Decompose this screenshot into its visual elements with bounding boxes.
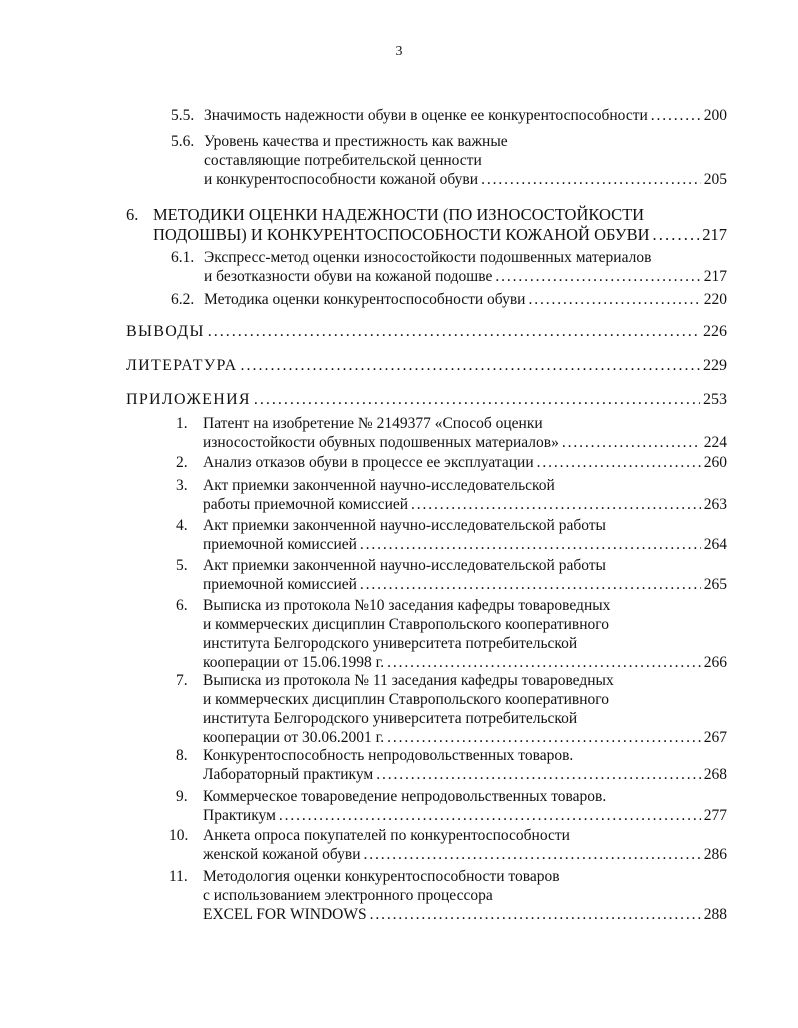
entry-number: 5.5. (171, 107, 195, 124)
entry-title: и безотказности обуви на кожаной подошве (204, 268, 493, 285)
entry-number: 6.1. (171, 249, 195, 266)
entry-title: Анкета опроса покупателей по конкурентоспособности (203, 827, 570, 844)
entry-title: института Белгородского университета потребительской (203, 710, 578, 727)
entry-title: и коммерческих дисциплин Ставропольского кооперативного (203, 616, 609, 633)
entry-number: 10. (169, 827, 189, 844)
entry-title: и конкурентоспособности кожаной обуви (204, 171, 479, 188)
entry-title: износостойкости обувных подошвенных материалов» (203, 434, 559, 451)
entry-page: 229 (703, 357, 727, 374)
entry-title: работы приемочной комиссией (203, 496, 409, 513)
entry-page: 286 (703, 846, 727, 863)
entry-page: 226 (703, 323, 727, 340)
entry-number: 6.2. (171, 291, 195, 308)
entry-title: EXCEL FOR WINDOWS (203, 906, 367, 923)
entry-page: 266 (703, 654, 727, 671)
entry-title: кооперации от 30.06.2001 г. (203, 729, 385, 746)
entry-number: 6. (176, 597, 188, 614)
entry-page: 264 (703, 536, 727, 553)
entry-title: Коммерческое товароведение непродовольственных товаров. (203, 788, 607, 805)
entry-page: 267 (703, 729, 727, 746)
entry-title: кооперации от 15.06.1998 г. (203, 654, 385, 671)
entry-title: Экспресс-метод оценки износостойкости подошвенных материалов (204, 249, 652, 266)
entry-title: ЛИТЕРАТУРА (126, 357, 238, 374)
entry-page: 253 (703, 391, 727, 408)
entry-title: и коммерческих дисциплин Ставропольского кооперативного (203, 691, 609, 708)
entry-title: Методика оценки конкурентоспособности обуви (204, 291, 526, 308)
entry-number: 3. (176, 477, 188, 494)
entry-title: Практикум (203, 807, 276, 824)
entry-title: Значимость надежности обуви в оценке ее конкурентоспособности (204, 107, 648, 124)
entry-title: Выписка из протокола № 11 заседания кафедры товароведных (203, 672, 614, 689)
entry-title: Конкурентоспособность непродовольственных товаров. (203, 747, 574, 764)
entry-number: 6. (126, 205, 139, 224)
entry-number: 8. (176, 747, 188, 764)
entry-page: 217 (703, 268, 727, 285)
entry-title: МЕТОДИКИ ОЦЕНКИ НАДЕЖНОСТИ (ПО ИЗНОСОСТОЙКОСТИ (153, 205, 645, 224)
entry-title: ПОДОШВЫ) И КОНКУРЕНТОСПОСОБНОСТИ КОЖАНОЙ ОБУВИ (153, 225, 650, 244)
entry-title: Патент на изобретение № 2149377 «Способ оценки (203, 415, 543, 432)
entry-page: 200 (703, 107, 727, 124)
entry-title: Акт приемки законченной научно-исследовательской (203, 477, 555, 494)
entry-page: 277 (703, 807, 727, 824)
entry-number: 11. (169, 868, 188, 885)
entry-title: Методология оценки конкурентоспособности товаров (203, 868, 560, 885)
entry-title: института Белгородского университета потребительской (203, 635, 578, 652)
entry-page: 263 (703, 496, 727, 513)
entry-number: 9. (176, 788, 188, 805)
entry-page: 220 (703, 291, 727, 308)
entry-title: Лабораторный практикум (203, 766, 374, 783)
entry-title: с использованием электронного процессора (203, 887, 493, 904)
entry-title: приемочной комиссией (203, 576, 357, 593)
entry-page: 268 (703, 766, 727, 783)
entry-number: 4. (176, 517, 188, 534)
entry-number: 5.6. (171, 133, 195, 150)
entry-title: составляющие потребительской ценности (204, 152, 482, 169)
entry-page: 265 (703, 576, 727, 593)
entry-title: приемочной комиссией (203, 536, 357, 553)
entry-title: женской кожаной обуви (203, 846, 361, 863)
page-number: 3 (395, 44, 403, 59)
entry-page: 288 (703, 906, 727, 923)
entry-title: ВЫВОДЫ (126, 323, 205, 340)
entry-title: Акт приемки законченной научно-исследовательской работы (203, 517, 606, 534)
entry-title: Акт приемки законченной научно-исследовательской работы (203, 557, 606, 574)
entry-number: 5. (176, 557, 188, 574)
entry-title: ПРИЛОЖЕНИЯ (126, 391, 251, 408)
entry-title: Анализ отказов обуви в процессе ее эксплуатации (203, 454, 534, 471)
entry-number: 2. (176, 454, 188, 471)
entry-title: Выписка из протокола №10 заседания кафедры товароведных (203, 597, 611, 614)
entry-page: 205 (703, 171, 727, 188)
entry-page: 260 (703, 454, 727, 471)
entry-page: 224 (703, 434, 727, 451)
entry-title: Уровень качества и престижность как важные (204, 133, 508, 150)
entry-number: 1. (176, 415, 188, 432)
entry-page: 217 (702, 225, 727, 244)
entry-number: 7. (176, 672, 188, 689)
